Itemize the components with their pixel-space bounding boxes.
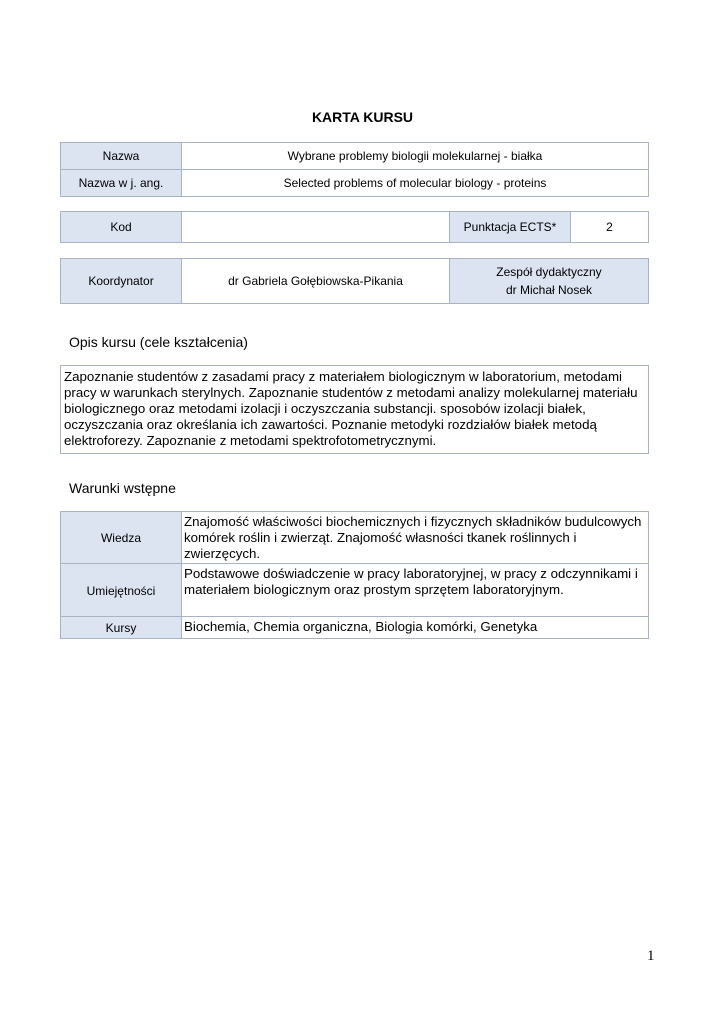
team-cell [450,259,649,304]
name-en-label: Nazwa w j. ang. [61,170,182,197]
ects-label: Punktacja ECTS* [450,212,571,243]
page-title: KARTA KURSU [311,109,414,125]
courses-label: Kursy [61,617,182,639]
team-value: dr Michał Nosek [505,283,593,297]
knowledge-label: Wiedza [61,512,182,564]
coordinator-value: dr Gabriela Gołębiowska-Pikania [182,259,450,304]
description-heading: Opis kursu (cele kształcenia) [69,334,248,350]
code-value [182,212,450,243]
name-label: Nazwa [61,143,182,170]
name-en-value: Selected problems of molecular biology - proteins [182,170,649,197]
courses-text: Biochemia, Chemia organiczna, Biologia komórki, Genetyka [182,617,649,639]
skills-label: Umiejętności [61,564,182,617]
team-label: Zespół dydaktyczny [496,265,602,279]
ects-value: 2 [571,212,649,243]
skills-text: Podstawowe doświadczenie w pracy laboratoryjnej, w pracy z odczynnikami i materiałem biologicznym oraz prostym sprzętem laboratoryjnym. [182,564,649,617]
coordinator-label: Koordynator [61,259,182,304]
prerequisites-table [60,511,649,639]
knowledge-text: Znajomość właściwości biochemicznych i fizycznych składników budulcowych komórek roślin i zwierząt. Znajomość własności tkanek roślinnych i zwierzęcych. [182,512,649,564]
code-table [60,211,649,243]
description-box: Zapoznanie studentów z zasadami pracy z materiałem biologicznym w laboratorium, metodami pracy w warunkach sterylnych. Zapoznanie studentów z metodami analizy molekularnej materiału biologicznego oraz metodami izolacji i oczyszczania substancji. sposobów izolacji białek, oczyszczania oraz określania ich zawartości. Poznanie metodyki rozdziałów białek metodą elektroforezy. Zapoznanie z metodami spektrofotometrycznymi. [60,365,649,454]
name-value: Wybrane problemy biologii molekularnej - białka [182,143,649,170]
prerequisites-heading: Warunki wstępne [69,480,176,496]
code-label: Kod [61,212,182,243]
course-name-table [60,142,649,197]
coordinator-table [60,258,649,304]
page-number: 1 [647,948,655,964]
